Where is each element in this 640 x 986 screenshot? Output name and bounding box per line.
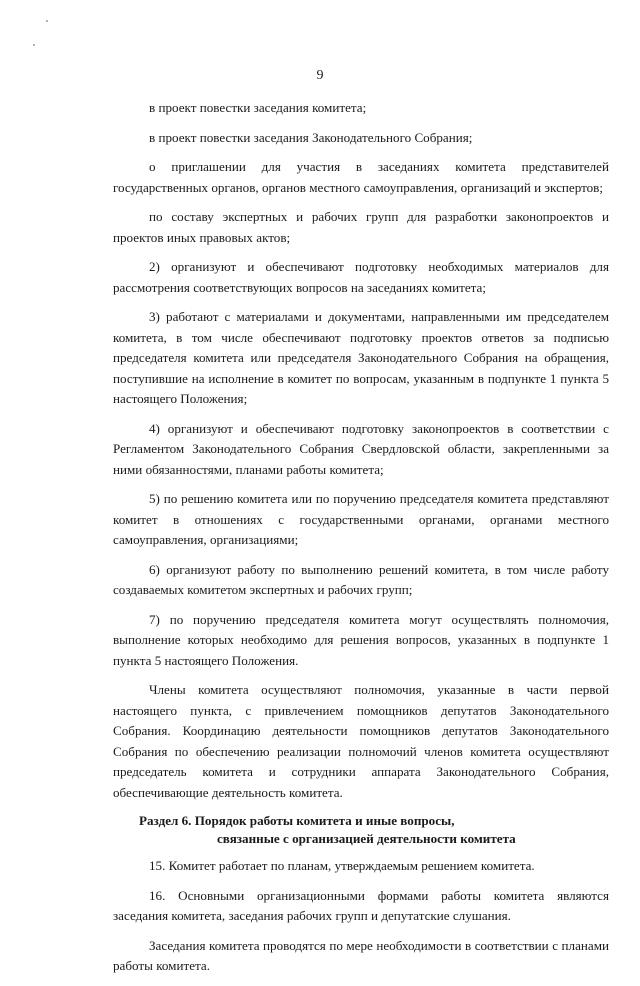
paragraph: 15. Комитет работает по планам, утверждаемым решением комитета. (149, 858, 535, 873)
section-heading (113, 812, 609, 848)
paragraph: 16. Основными организационными формами работы комитета являются заседания комитета, заседания рабочих групп и депутатские слушания. (113, 887, 609, 923)
scan-speck (33, 44, 35, 46)
paragraph: о приглашении для участия в заседаниях комитета представителей государственных органов, органов местного самоуправления, организаций и экспертов; (113, 159, 609, 195)
paragraph: 6) организуют работу по выполнению решений комитета, в том числе работу создаваемых комитетом экспертных и рабочих групп; (113, 561, 609, 597)
paragraph: в проект повестки заседания Законодательного Собрания; (149, 129, 473, 145)
page-number: 9 (316, 68, 324, 83)
paragraph: по составу экспертных и рабочих групп для разработки законопроектов и проектов иных правовых актов; (113, 209, 609, 245)
paragraph: Заседания комитета проводятся по мере необходимости в соответствии с планами работы комитета. (113, 937, 609, 973)
document-body (113, 98, 609, 986)
scan-speck (46, 20, 48, 22)
paragraph: 4) организуют и обеспечивают подготовку законопроектов в соответствии с Регламентом Законодательного Собрания Свердловской области, закрепленными за ними обязанностями, планами работы комитета; (113, 420, 609, 477)
paragraph: 3) работают с материалами и документами, направленными им председателем комитета, в том числе обеспечивают подготовку проектов ответов за подписью председателя комитета или председателя Законодательного Собрания на обращения, поступившие на исполнение в комитет по вопросам, указанным в подпункте 1 пункта 5 настоящего Положения; (113, 309, 609, 406)
paragraph: в проект повестки заседания комитета; (149, 100, 367, 115)
section-heading-line: связанные с организацией деятельности комитета (217, 831, 516, 846)
paragraph: Члены комитета осуществляют полномочия, указанные в части первой настоящего пункта, с привлечением помощников депутатов Законодательного Собрания. Координацию деятельности помощников депутатов Законодательного Собрания по обеспечению реализации полномочий членов комитета осуществляют председатель комитета и сотрудники аппарата Законодательного Собрания, обеспечивающие деятельность комитета. (113, 682, 609, 800)
paragraph: 2) организуют и обеспечивают подготовку необходимых материалов для рассмотрения соответствующих вопросов на заседаниях комитета; (113, 259, 609, 295)
paragraph: 5) по решению комитета или по поручению председателя комитета представляют комитет в отношениях с государственными органами, органами местного самоуправления, организациями; (113, 491, 609, 547)
paragraph: 7) по поручению председателя комитета могут осуществлять полномочия, выполнение которых необходимо для решения вопросов, указанных в подпункте 1 пункта 5 настоящего Положения. (113, 611, 609, 668)
section-heading-line: Раздел 6. Порядок работы комитета и иные вопросы, (139, 813, 455, 828)
